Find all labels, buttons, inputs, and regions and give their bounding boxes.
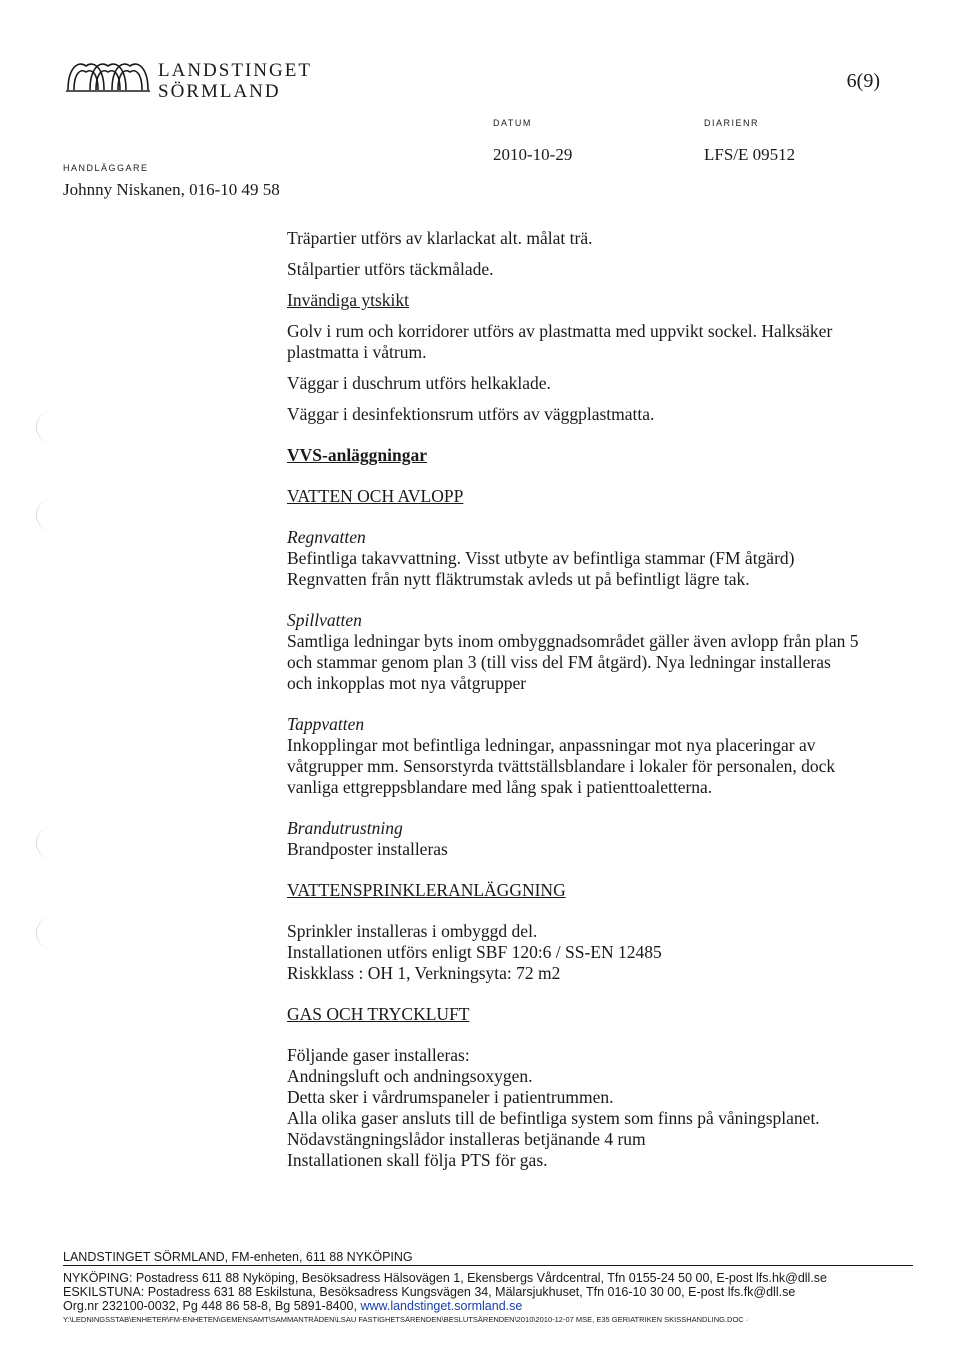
paragraph: Inkopplingar mot befintliga ledningar, anpassningar mot nya placeringar av <box>287 735 816 755</box>
section-heading: GAS OCH TRYCKLUFT <box>287 1004 470 1024</box>
section-heading: VATTEN OCH AVLOPP <box>287 486 464 506</box>
subheading: Tappvatten <box>287 714 365 734</box>
paragraph: Installationen utförs enligt SBF 120:6 / SS-EN 12485 <box>287 942 662 962</box>
org-name-line2: SÖRMLAND <box>158 81 281 102</box>
punch-hole-mark <box>36 828 63 858</box>
org-name-line1: LANDSTINGET <box>158 60 312 81</box>
punch-hole-mark <box>36 918 63 948</box>
paragraph: Befintliga takavvattning. Visst utbyte av befintliga stammar (FM åtgärd) <box>287 548 795 568</box>
footer-org-numbers: Org.nr 232100-0032, Pg 448 86 58-8, Bg 5891-8400, <box>63 1299 361 1313</box>
section-heading: VATTENSPRINKLERANLÄGGNING <box>287 880 566 900</box>
section-heading: Invändiga ytskikt <box>287 290 409 310</box>
document-body <box>287 228 867 1171</box>
datum-label: DATUM <box>493 118 532 128</box>
paragraph: Samtliga ledningar byts inom ombyggnadsområdet gäller även avlopp från plan 5 <box>287 631 859 651</box>
paragraph: Sprinkler installeras i ombyggd del. <box>287 921 538 941</box>
website-link[interactable]: www.landstinget.sormland.se <box>360 1299 523 1313</box>
paragraph: vanliga ettgreppsblandare med lång spak i patienttoaletterna. <box>287 777 713 797</box>
handlaggare-value: Johnny Niskanen, 016-10 49 58 <box>63 180 280 199</box>
subheading: Brandutrustning <box>287 818 403 838</box>
paragraph: Regnvatten från nytt fläktrumstak avleds ut på befintligt lägre tak. <box>287 569 750 589</box>
footer-org-info <box>63 1299 923 1313</box>
paragraph: och inkopplas mot nya våtgrupper <box>287 673 527 693</box>
paragraph: Träpartier utförs av klarlackat alt. målat trä. <box>287 228 593 248</box>
handlaggare-label: HANDLÄGGARE <box>63 163 149 173</box>
paragraph: Detta sker i vårdrumspaneler i patientrummen. <box>287 1087 614 1107</box>
footer-org-line: LANDSTINGET SÖRMLAND, FM-enheten, 611 88 NYKÖPING <box>63 1250 413 1264</box>
datum-value: 2010-10-29 <box>493 145 573 164</box>
footer-divider <box>63 1265 913 1266</box>
subheading: Spillvatten <box>287 610 362 630</box>
diarienr-value: LFS/E 09512 <box>704 145 796 164</box>
paragraph: Alla olika gaser ansluts till de befintliga system som finns på våningsplanet. <box>287 1108 820 1128</box>
paragraph: våtgrupper mm. Sensorstyrda tvättställsblandare i lokaler för personalen, dock <box>287 756 836 776</box>
paragraph: Stålpartier utförs täckmålade. <box>287 259 494 279</box>
paragraph: Golv i rum och korridorer utförs av plastmatta med uppvikt sockel. Halksäker <box>287 321 833 341</box>
paragraph: Nödavstängningslådor installeras betjänande 4 rum <box>287 1129 646 1149</box>
footer-contact <box>63 1271 923 1313</box>
diarienr-label: DIARIENR <box>704 118 760 128</box>
subheading: Regnvatten <box>287 527 366 547</box>
paragraph: Brandposter installeras <box>287 839 448 859</box>
paragraph: Väggar i duschrum utförs helkaklade. <box>287 373 551 393</box>
paragraph: Riskklass : OH 1, Verkningsyta: 72 m2 <box>287 963 561 983</box>
section-heading: VVS-anläggningar <box>287 445 428 465</box>
paragraph: Väggar i desinfektionsrum utförs av väggplastmatta. <box>287 404 655 424</box>
paragraph: Andningsluft och andningsoxygen. <box>287 1066 533 1086</box>
organization-name <box>158 60 312 102</box>
file-path: Y:\LEDNINGSSTAB\ENHETER\FM-ENHETEN\GEMENSAMT\SAMMANTRÄDEN\LSAU FASTIGHETSÄRENDEN\BESLUTSÄRENDEN\2010\2010-12-07 MSE, E35 GERIATRIKEN SKISSHANDLING.DOC · <box>63 1315 749 1324</box>
footer-eskilstuna: ESKILSTUNA: Postadress 631 88 Eskilstuna, Besöksadress Kungsvägen 34, Mälarsjukhuset, Tfn 016-10 30 00, E-post lfs.fk@dll.se <box>63 1285 796 1299</box>
page-number: 6(9) <box>846 70 880 92</box>
landstinget-logo-icon <box>64 54 152 94</box>
paragraph: plastmatta i våtrum. <box>287 342 427 362</box>
punch-hole-mark <box>36 500 63 530</box>
footer-nykoping: NYKÖPING: Postadress 611 88 Nyköping, Besöksadress Hälsovägen 1, Ekensbergs Vårdcentral, Tfn 0155-24 50 00, E-post lfs.hk@dll.se <box>63 1271 828 1285</box>
paragraph: och stammar genom plan 3 (till viss del FM åtgärd). Nya ledningar installeras <box>287 652 831 672</box>
punch-hole-mark <box>36 412 63 442</box>
paragraph: Följande gaser installeras: <box>287 1045 470 1065</box>
paragraph: Installationen skall följa PTS för gas. <box>287 1150 548 1170</box>
